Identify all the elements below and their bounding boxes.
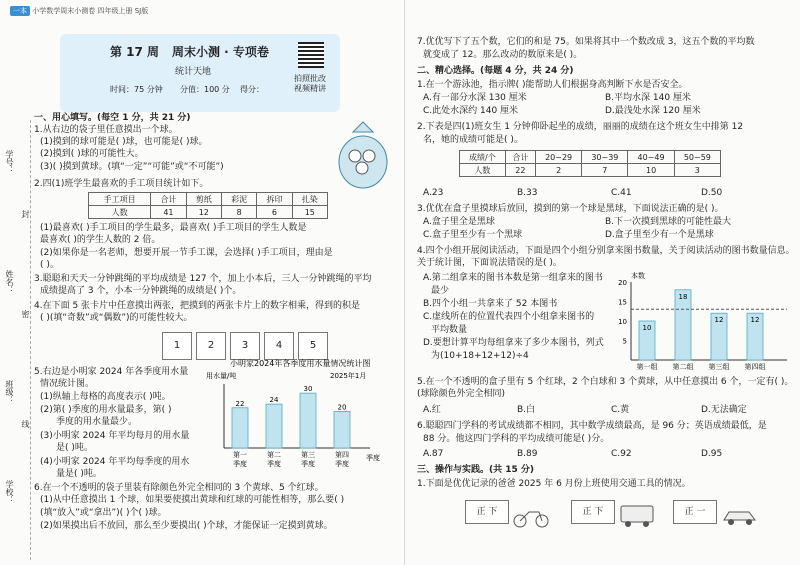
q5b: 情况统计图。: [40, 379, 95, 389]
section-2-title: 二、精心选择。(每题 4 分，共 24 分): [417, 66, 574, 76]
table-cell: 合计: [505, 151, 535, 164]
q5-3: (3)小明家 2024 年平均每月的用水量: [40, 431, 190, 441]
number-card: 3: [230, 332, 260, 360]
water-category-label: 季度: [335, 460, 349, 468]
c2b: 名，她的成绩可能是( )。: [423, 135, 523, 145]
books-chart: [611, 268, 796, 378]
motorbike-icon: [513, 506, 549, 528]
books-category-label: 第一组: [636, 363, 658, 371]
water-bar-label: 22: [235, 399, 245, 408]
table-cell: 拆印: [257, 193, 292, 206]
page-header: [10, 6, 148, 16]
table-cell: 手工项目: [89, 193, 151, 206]
c3-a: A.盒子里全是黑球: [423, 217, 495, 227]
q5-2: (2)第( )季度的用水量最多，第( ): [40, 405, 172, 415]
c6-a: A.87: [423, 449, 444, 459]
books-chart-ylabel: 本数: [631, 272, 645, 280]
water-category-label: 第一: [233, 451, 247, 459]
q2-2b: ( )。: [40, 260, 59, 270]
c5-c: C.黄: [611, 405, 630, 415]
water-bar: [266, 404, 282, 448]
bus-icon: [619, 504, 655, 528]
c6-c: C.92: [611, 449, 632, 459]
section-1-title: 一、用心填写。(每空 1 分，共 21 分): [34, 113, 191, 123]
table-cell: 41: [151, 206, 186, 219]
water-bar-label: 24: [269, 396, 279, 405]
books-category-label: 第二组: [672, 363, 694, 371]
c5-d: D.无法确定: [701, 405, 747, 415]
situps-table: [459, 150, 721, 177]
water-category-label: 第四: [335, 451, 349, 459]
c6b: 88 分。他这四门学科的平均成绩可能是( )分。: [423, 434, 610, 444]
grade-label: 四年级上册 SJ版: [97, 7, 149, 15]
exam-subtitle: 统计天地: [175, 67, 212, 77]
table-cell: 20~29: [536, 151, 582, 164]
q5-4b: 量是( )吨。: [56, 469, 102, 479]
tally-car: 正 一: [673, 500, 717, 524]
c4: 4.四个小组开展阅读活动，下面是四个小组分别拿来图书数量，关于阅读活动的图书数量信息。关于统计图，下面说法错误的是( )。: [417, 246, 795, 268]
c5: 5.在一个不透明的盒子里有 5 个红球，2 个白球和 3 个黄球，从中任意摸出 6 个，一定有( )。(球除颜色外完全相同): [417, 377, 794, 399]
line-mark: 线: [21, 420, 30, 428]
section-3-title: 三、操作与实践。(共 15 分): [417, 465, 535, 475]
seal-mark: 封: [21, 210, 30, 218]
table-cell: 剪纸: [186, 193, 221, 206]
table-cell: 2: [536, 164, 582, 177]
c6: 6.聪聪四门学科的考试成绩都不相同，其中数学成绩最高，是 96 分；英语成绩最低，是: [417, 421, 767, 431]
q5-3b: 是( )吨。: [56, 443, 93, 453]
c5-b: B.白: [517, 405, 536, 415]
score-label: 分值：100 分: [180, 85, 230, 94]
week-label: 第 17 周: [110, 45, 160, 59]
water-chart-xlabel: 季度: [366, 454, 380, 462]
series-badge: 一本: [10, 6, 30, 16]
c4-a: A.第二组拿来的图书本数是第一组拿来的图书: [423, 273, 603, 283]
table-cell: 22: [505, 164, 535, 177]
qr-caption: 拍照批改 视频精讲: [294, 74, 326, 93]
q5-2b: 季度的用水量最少。: [56, 417, 138, 427]
table-cell: 人数: [89, 206, 151, 219]
table-cell: 合计: [151, 193, 186, 206]
c1-c: C.此处水深约 140 厘米: [423, 106, 519, 116]
series-name: 小学数学周末小测卷: [32, 7, 96, 15]
dense-mark: 密: [21, 310, 30, 318]
c3-c: C.盒子里至少有一个黑球: [423, 230, 523, 240]
c3-b: B.下一次摸到黑球的可能性最大: [605, 217, 732, 227]
books-bar-label: 12: [750, 316, 760, 325]
c4-d2: 为(10+18+12+12)÷4: [431, 351, 529, 361]
number-card: 4: [264, 332, 294, 360]
books-tick-label: 20: [618, 279, 627, 287]
binding-strip: [16, 120, 31, 560]
q4: 4.在下面 5 张卡片中任意摸出两张，把摸到的两张卡片上的数字相乘，得到的积是: [34, 301, 361, 311]
c4-c2: 平均数量: [431, 325, 468, 335]
c1: 1.在一个游泳池，指示牌( )能帮助人们根据身高判断下水是否安全。: [417, 80, 688, 90]
table-cell: 彩泥: [221, 193, 256, 206]
water-usage-chart: [200, 356, 400, 482]
c4-b: B.四个小组一共拿来了 52 本图书: [423, 299, 558, 309]
books-category-label: 第三组: [708, 363, 730, 371]
school-label: 学校：: [5, 480, 14, 504]
q3: 3.聪聪和天天一分钟跳绳的平均成绩是 127 个，加上小本后，三人一分钟跳绳的平均: [34, 274, 372, 284]
c5-a: A.红: [423, 405, 441, 415]
water-category-label: 季度: [233, 460, 247, 468]
water-bar: [232, 408, 248, 448]
q6-2: (2)如果摸出后不放回，那么至少要摸出( )个球，才能保证一定摸到黄球。: [40, 521, 333, 531]
q5: 5.右边是小明家 2024 年各季度用水量: [34, 367, 189, 377]
car-icon: [721, 506, 759, 528]
books-tick-label: 10: [618, 318, 627, 326]
q1-3: (3)( )摸到黄球。(填“一定”“可能”或“不可能”): [40, 162, 224, 172]
water-bar: [300, 393, 316, 448]
class-label: 班级：: [5, 380, 14, 404]
water-chart-ylabel: 用水量/吨: [206, 372, 237, 380]
table-cell: 6: [257, 206, 292, 219]
c1-b: B.平均水深 140 厘米: [605, 93, 691, 103]
water-category-label: 第二: [267, 451, 281, 459]
books-bar-label: 18: [678, 292, 688, 301]
c4-d: D.要想计算平均每组拿来了多少本图书，列式: [423, 338, 604, 348]
time-label: 时间：75 分钟: [110, 85, 163, 94]
table-cell: 3: [674, 164, 720, 177]
c4-c: C.虚线所在的位置代表四个小组拿来图书的: [423, 312, 595, 322]
c2-b: B.33: [517, 188, 538, 198]
water-chart-date: 2025年1月: [330, 372, 367, 380]
q3b: 成绩提高了 3 个，小本一分钟跳绳的成绩是( )个。: [40, 286, 242, 296]
c3-d: D.盒子里至少有一个是黑球: [605, 230, 714, 240]
right-page: [404, 0, 800, 565]
q1-1: (1)摸到的球可能是( )球，也可能是( )球。: [40, 137, 208, 147]
water-bar-label: 20: [337, 403, 347, 412]
c2-a: A.23: [423, 188, 444, 198]
books-category-label: 第四组: [744, 363, 766, 371]
table-cell: 扎染: [292, 193, 327, 206]
ball-bag-icon: [335, 120, 390, 190]
table-cell: 12: [186, 206, 221, 219]
table-cell: 7: [582, 164, 628, 177]
c3: 3.优优在盒子里摸球后放回，摸到的第一个球是黑球，下面说法正确的是( )。: [417, 204, 724, 214]
q6: 6.在一个不透明的袋子里装有除颜色外完全相同的 3 个黄球、5 个红球。: [34, 483, 324, 493]
water-chart-title: 小明家2024年各季度用水量情况统计图: [230, 359, 371, 368]
books-tick-label: 15: [618, 298, 627, 307]
books-bar-label: 12: [714, 316, 724, 325]
table-cell: 30~39: [582, 151, 628, 164]
water-category-label: 季度: [267, 460, 281, 468]
q1-2: (2)摸到( )球的可能性大。: [40, 149, 144, 159]
water-category-label: 季度: [301, 460, 315, 468]
q7: 7.优优写下了五个数，它们的和是 75。如果将其中一个数改成 3，这五个数的平均数: [417, 37, 755, 47]
q7b: 就变成了 12。那么改动的数原来是( )。: [423, 50, 583, 60]
name-label: 姓名：: [5, 270, 14, 294]
exam-title: 周末小测 · 专项卷: [172, 45, 269, 59]
p1: 1.下面是优优记录的爸爸 2025 年 6 月份上班使用交通工具的情况。: [417, 479, 691, 489]
table-cell: 8: [221, 206, 256, 219]
tally-bike: 正 下: [465, 500, 509, 524]
water-bar-label: 30: [303, 385, 313, 394]
q1: 1.从右边的袋子里任意摸出一个球。: [34, 125, 178, 135]
c4-a2: 最少: [431, 286, 450, 296]
books-tick-label: 5: [622, 337, 627, 346]
q5-4: (4)小明家 2024 年平均每季度的用水: [40, 457, 190, 467]
q2-1b: 最喜欢( )的学生人数的 2 倍。: [40, 235, 161, 245]
q6-1b: (填“放入”或“拿出”)( )个( )球。: [40, 508, 167, 518]
table-cell: 人数: [460, 164, 506, 177]
number-card: 5: [298, 332, 328, 360]
tally-bus: 正 下: [571, 500, 615, 524]
water-category-label: 第三: [301, 451, 315, 459]
qr-code[interactable]: [298, 42, 324, 68]
table-cell: 40~49: [628, 151, 674, 164]
c1-d: D.最浅处水深 120 厘米: [605, 106, 701, 116]
q4b: ( )(填“奇数”或“偶数”)的可能性较大。: [40, 313, 193, 323]
q6-1: (1)从中任意摸出 1 个球，如果要使摸出黄球和红球的可能性相等，那么要( ): [40, 495, 345, 505]
number-card: 1: [162, 332, 192, 360]
water-bar: [334, 411, 350, 448]
q5-1: (1)纵轴上每格的高度表示( )吨。: [40, 392, 171, 402]
c1-a: A.有一部分水深 130 厘米: [423, 93, 527, 103]
q2-2: (2)如果你是一名老师，想要开展一节手工课，会选择( )手工项目，理由是: [40, 248, 333, 258]
got-score-label: 得分：: [240, 85, 264, 94]
table-cell: 10: [628, 164, 674, 177]
c2-d: D.50: [701, 188, 723, 198]
crafts-table: [88, 192, 328, 219]
table-cell: 15: [292, 206, 327, 219]
number-card: 2: [196, 332, 226, 360]
c6-b: B.89: [517, 449, 538, 459]
c2-c: C.41: [611, 188, 632, 198]
c2: 2.下表是四(1)班女生 1 分钟仰卧起坐的成绩，丽丽的成绩在这个班女生中排第 12: [417, 122, 744, 132]
title-banner: [60, 34, 340, 112]
q2-1: (1)最喜欢( )手工项目的学生最多，最喜欢( )手工项目的学生人数是: [40, 223, 307, 233]
id-label: 学号：: [5, 150, 14, 174]
books-bar-label: 10: [642, 324, 652, 332]
table-cell: 成绩/个: [460, 151, 506, 164]
table-cell: 50~59: [674, 151, 720, 164]
q2: 2.四(1)班学生最喜欢的手工项目统计如下。: [34, 179, 209, 189]
c6-d: D.95: [701, 449, 723, 459]
